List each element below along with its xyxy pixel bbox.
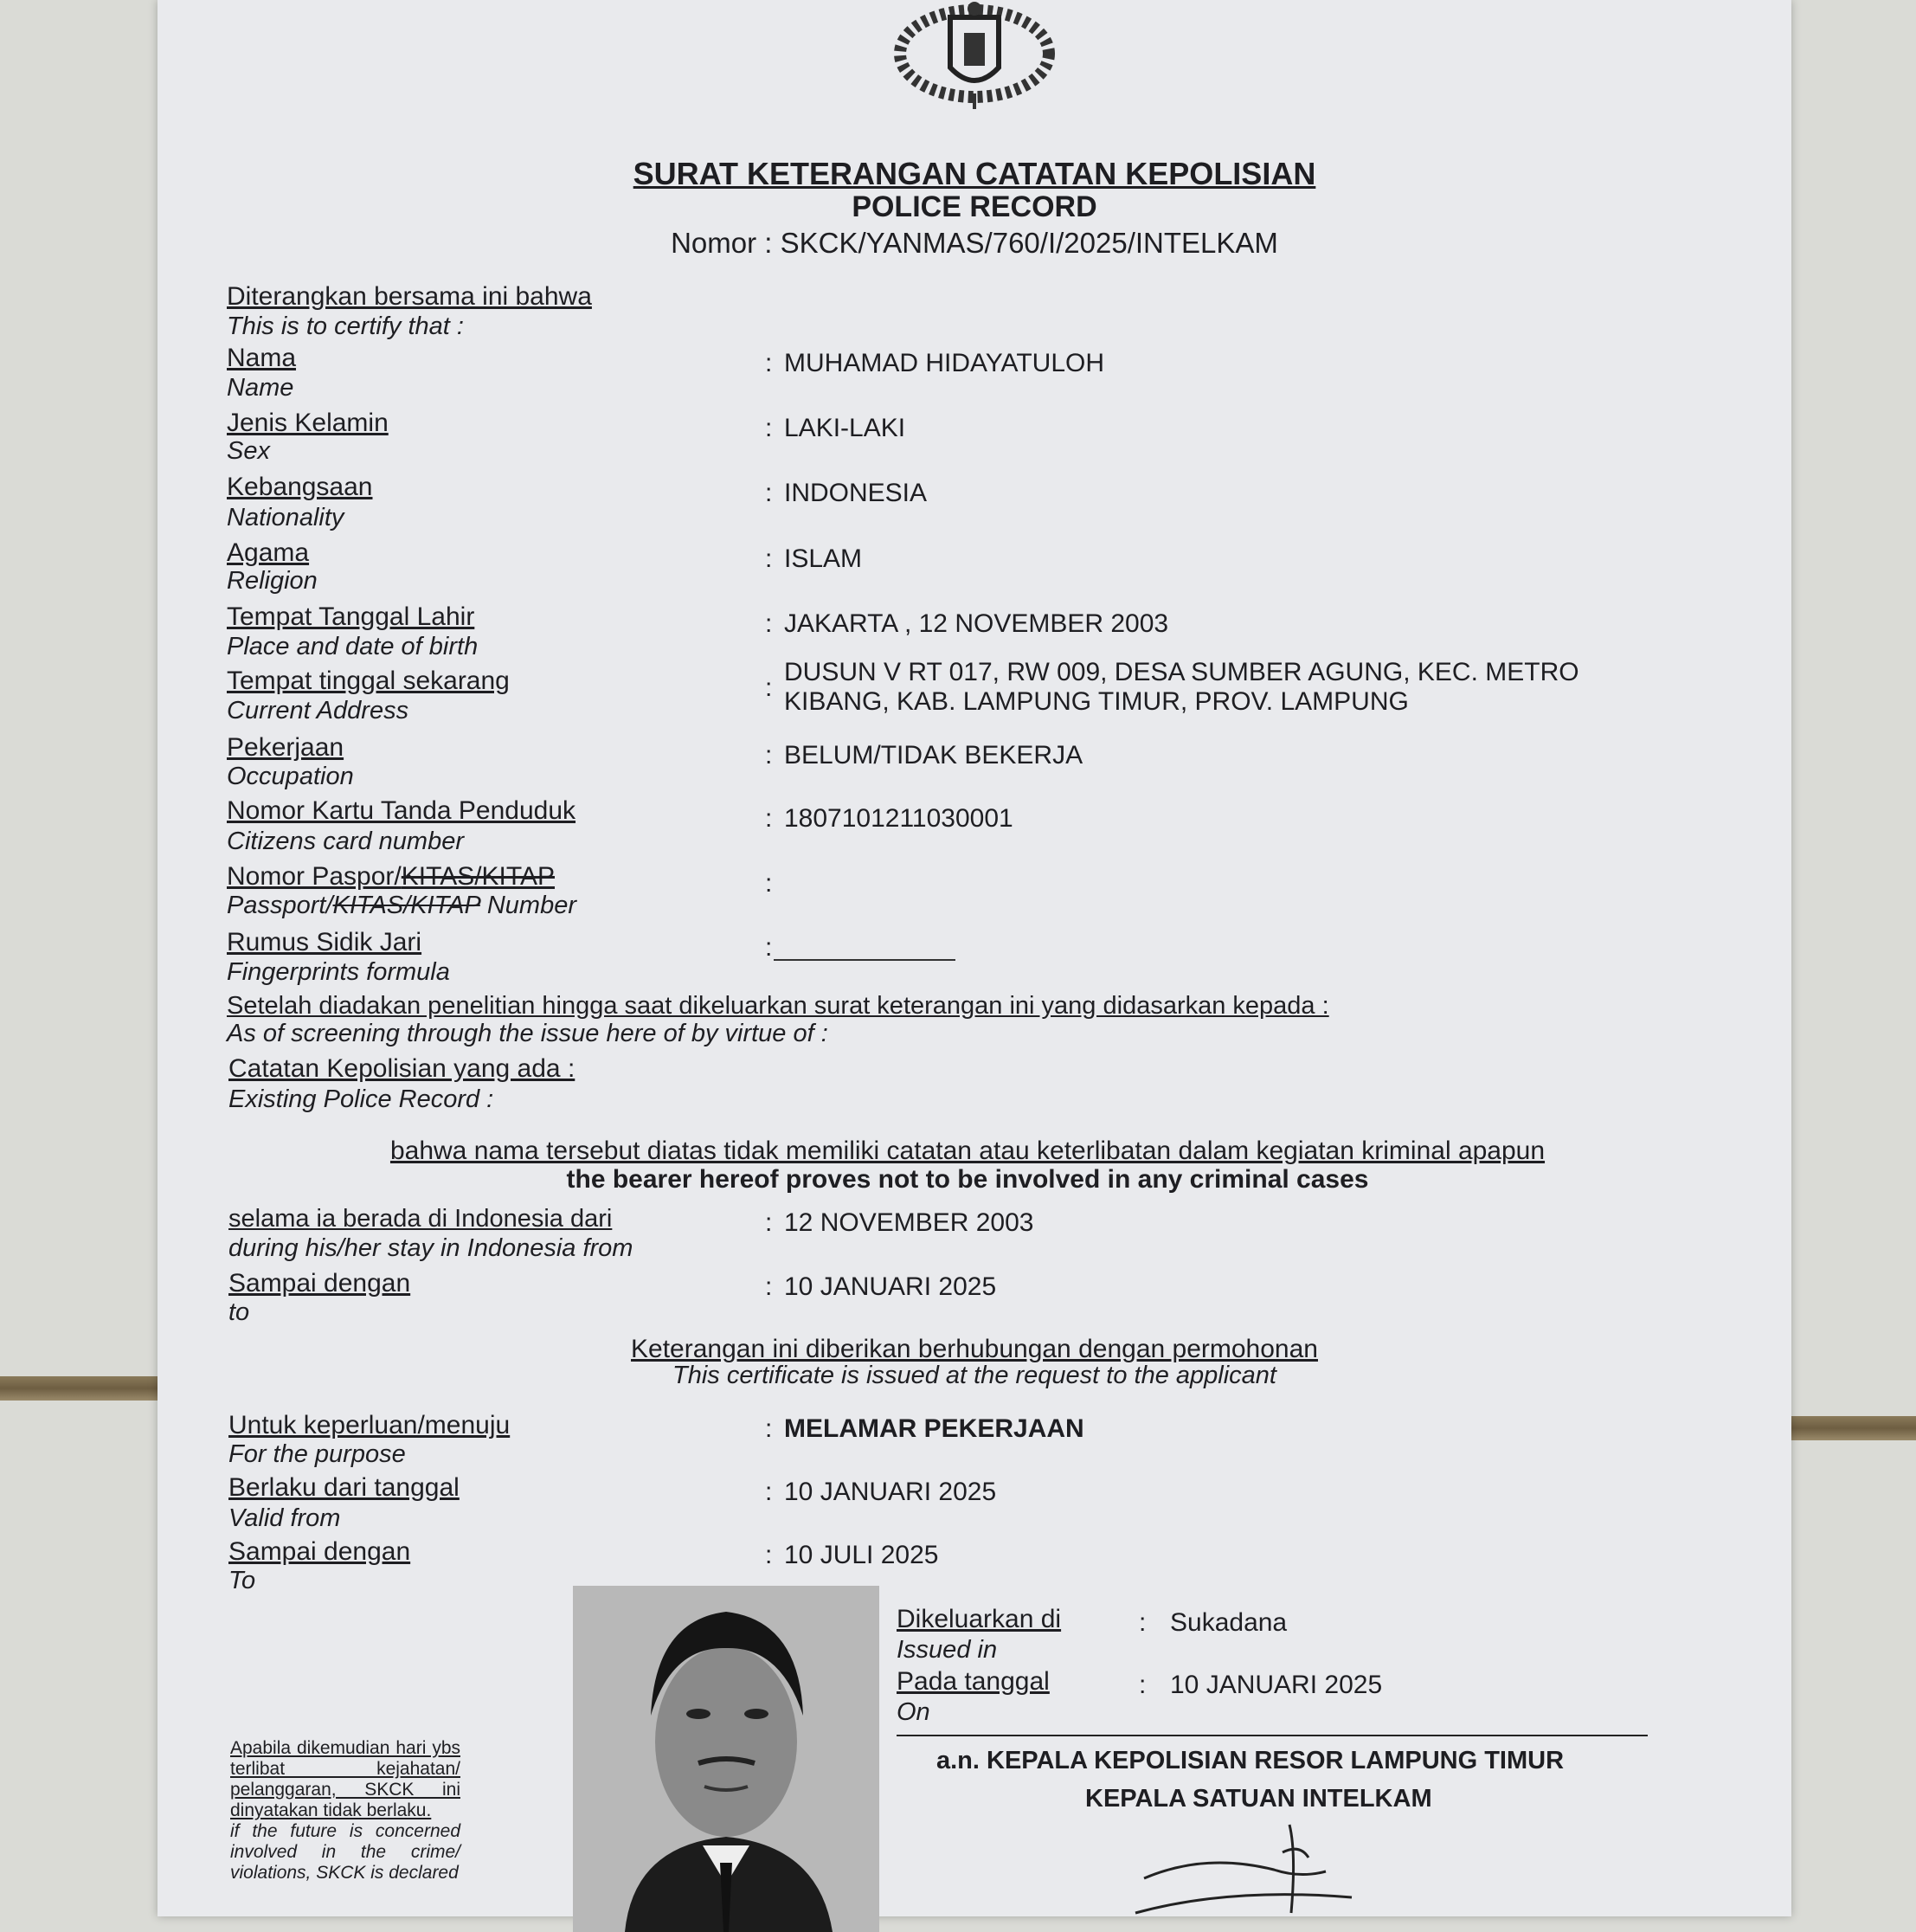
field-colon: : <box>765 933 773 962</box>
passport-label-struck: KITAS/KITAP <box>401 862 556 891</box>
field-label-en: To <box>228 1567 256 1594</box>
field-label-en: Citizens card number <box>227 828 464 855</box>
field-colon: : <box>765 1208 773 1237</box>
field-label-en: Current Address <box>227 697 409 724</box>
field-value: JAKARTA , 12 NOVEMBER 2003 <box>784 609 1169 638</box>
field-label-en: Place and date of birth <box>227 633 479 660</box>
field-colon: : <box>765 869 773 898</box>
passport-label-en-tail: Number <box>479 892 576 919</box>
screening-en: As of screening through the issue here of by virtue of : <box>227 1020 828 1047</box>
portrait-image <box>573 1586 879 1932</box>
field-colon: : <box>765 804 773 833</box>
field-label-en: Valid from <box>228 1504 341 1532</box>
field-label-id <box>227 862 555 892</box>
field-label-id: Jenis Kelamin <box>227 409 389 437</box>
issued-date-label-en: On <box>897 1698 930 1726</box>
field-value: 12 NOVEMBER 2003 <box>784 1208 1034 1237</box>
signature-divider <box>897 1735 1648 1736</box>
police-emblem-icon <box>888 0 1061 113</box>
field-label-id: Tempat tinggal sekarang <box>227 667 510 695</box>
document-title: SURAT KETERANGAN CATATAN KEPOLISIAN <box>633 156 1316 191</box>
field-label-en: Fingerprints formula <box>227 958 450 986</box>
field-label-en: Name <box>227 374 294 402</box>
field-colon: : <box>765 1414 773 1443</box>
field-value: BELUM/TIDAK BEKERJA <box>784 741 1083 770</box>
wall-tile-joint-left <box>0 1376 158 1401</box>
handwritten-signature-icon <box>1127 1818 1404 1916</box>
signatory-line1: a.n. KEPALA KEPOLISIAN RESOR LAMPUNG TIMUR <box>936 1747 1565 1774</box>
screening-id: Setelah diadakan penelitian hingga saat dikeluarkan surat keterangan ini yang didasarkan kepada : <box>227 992 1329 1020</box>
field-colon: : <box>765 479 773 507</box>
validity-note <box>230 1738 460 1884</box>
issued-place-value: Sukadana <box>1170 1608 1288 1637</box>
field-label-id: Untuk keperluan/menuju <box>228 1411 511 1439</box>
field-colon: : <box>765 544 773 573</box>
field-label-en: during his/her stay in Indonesia from <box>228 1234 633 1262</box>
field-label-en: Occupation <box>227 763 354 790</box>
field-value: INDONESIA <box>784 479 928 507</box>
field-label-id: Berlaku dari tanggal <box>228 1473 460 1502</box>
field-value: ISLAM <box>784 544 863 573</box>
document-subtitle: POLICE RECORD <box>852 190 1097 223</box>
field-value: LAKI-LAKI <box>784 414 906 442</box>
field-label-id: Nama <box>227 344 297 372</box>
passport-label: Nomor Paspor/ <box>227 862 402 891</box>
field-label-en: Sex <box>227 437 270 465</box>
field-value: DUSUN V RT 017, RW 009, DESA SUMBER AGUNG, KEC. METRO <box>784 658 1579 686</box>
statement-id: bahwa nama tersebut diatas tidak memiliki catatan atau keterlibatan dalam kegiatan kriminal apapun <box>389 1137 1546 1165</box>
signatory-line2: KEPALA SATUAN INTELKAM <box>1085 1785 1432 1813</box>
field-label-en: For the purpose <box>228 1440 406 1468</box>
document-number: Nomor : SKCK/YANMAS/760/I/2025/INTELKAM <box>671 227 1278 259</box>
field-value: MELAMAR PEKERJAAN <box>784 1414 1084 1443</box>
wall-tile-joint-right <box>1784 1416 1916 1440</box>
field-label-id: selama ia berada di Indonesia dari <box>228 1205 613 1233</box>
issued-colon: : <box>1139 1671 1147 1699</box>
issued-colon: : <box>1139 1608 1147 1637</box>
field-colon: : <box>765 609 773 638</box>
police-record-document <box>158 0 1791 1916</box>
field-colon: : <box>765 741 773 770</box>
existing-record-id: Catatan Kepolisian yang ada : <box>228 1054 575 1083</box>
request-id: Keterangan ini diberikan berhubungan dengan permohonan <box>631 1335 1318 1363</box>
issued-date-label-id: Pada tanggal <box>897 1667 1050 1696</box>
field-value: MUHAMAD HIDAYATULOH <box>784 349 1105 377</box>
field-colon: : <box>765 1541 773 1569</box>
field-colon: : <box>765 1272 773 1301</box>
existing-record-en: Existing Police Record : <box>228 1085 494 1113</box>
field-value: 10 JANUARI 2025 <box>784 1272 997 1301</box>
field-colon: : <box>765 349 773 377</box>
field-colon: : <box>765 673 773 702</box>
field-value: 10 JULI 2025 <box>784 1541 939 1569</box>
field-label-id: Agama <box>227 538 310 567</box>
field-label-en: Nationality <box>227 504 344 531</box>
issued-place-label-id: Dikeluarkan di <box>897 1605 1062 1633</box>
field-label-id: Sampai dengan <box>228 1269 411 1298</box>
field-colon: : <box>765 1478 773 1506</box>
field-colon: : <box>765 414 773 442</box>
field-label-id: Sampai dengan <box>228 1537 411 1566</box>
validity-note-id: Apabila dikemudian hari ybs terlibat kejahatan/ pelanggaran, SKCK ini dinyatakan tidak berlaku. <box>230 1738 460 1820</box>
issued-date-value: 10 JANUARI 2025 <box>1170 1671 1383 1699</box>
field-label-id: Kebangsaan <box>227 473 373 501</box>
field-value: 10 JANUARI 2025 <box>784 1478 997 1506</box>
passport-label-en: Passport/ <box>227 892 333 919</box>
passport-label-en-struck: KITAS/KITAP <box>332 892 480 919</box>
field-label-en: to <box>228 1298 250 1326</box>
applicant-photo <box>573 1586 879 1932</box>
fingerprint-blank-line <box>774 959 955 961</box>
field-label-id: Tempat Tanggal Lahir <box>227 602 475 631</box>
statement-en: the bearer hereof proves not to be involved in any criminal cases <box>566 1165 1369 1194</box>
field-label-id: Pekerjaan <box>227 733 344 762</box>
intro-id: Diterangkan bersama ini bahwa <box>227 282 592 311</box>
field-value-line2: KIBANG, KAB. LAMPUNG TIMUR, PROV. LAMPUNG <box>784 687 1409 716</box>
field-label-id: Nomor Kartu Tanda Penduduk <box>227 796 576 825</box>
validity-note-en: if the future is concerned involved in the crime/ violations, SKCK is declared <box>230 1821 460 1883</box>
field-label-en: Religion <box>227 567 318 595</box>
field-value: 1807101211030001 <box>784 804 1013 833</box>
intro-en: This is to certify that : <box>227 312 464 340</box>
issued-place-label-en: Issued in <box>897 1636 998 1664</box>
field-label-id: Rumus Sidik Jari <box>227 928 422 956</box>
request-en: This certificate is issued at the request to the applicant <box>672 1362 1276 1389</box>
field-label-en <box>227 892 576 920</box>
